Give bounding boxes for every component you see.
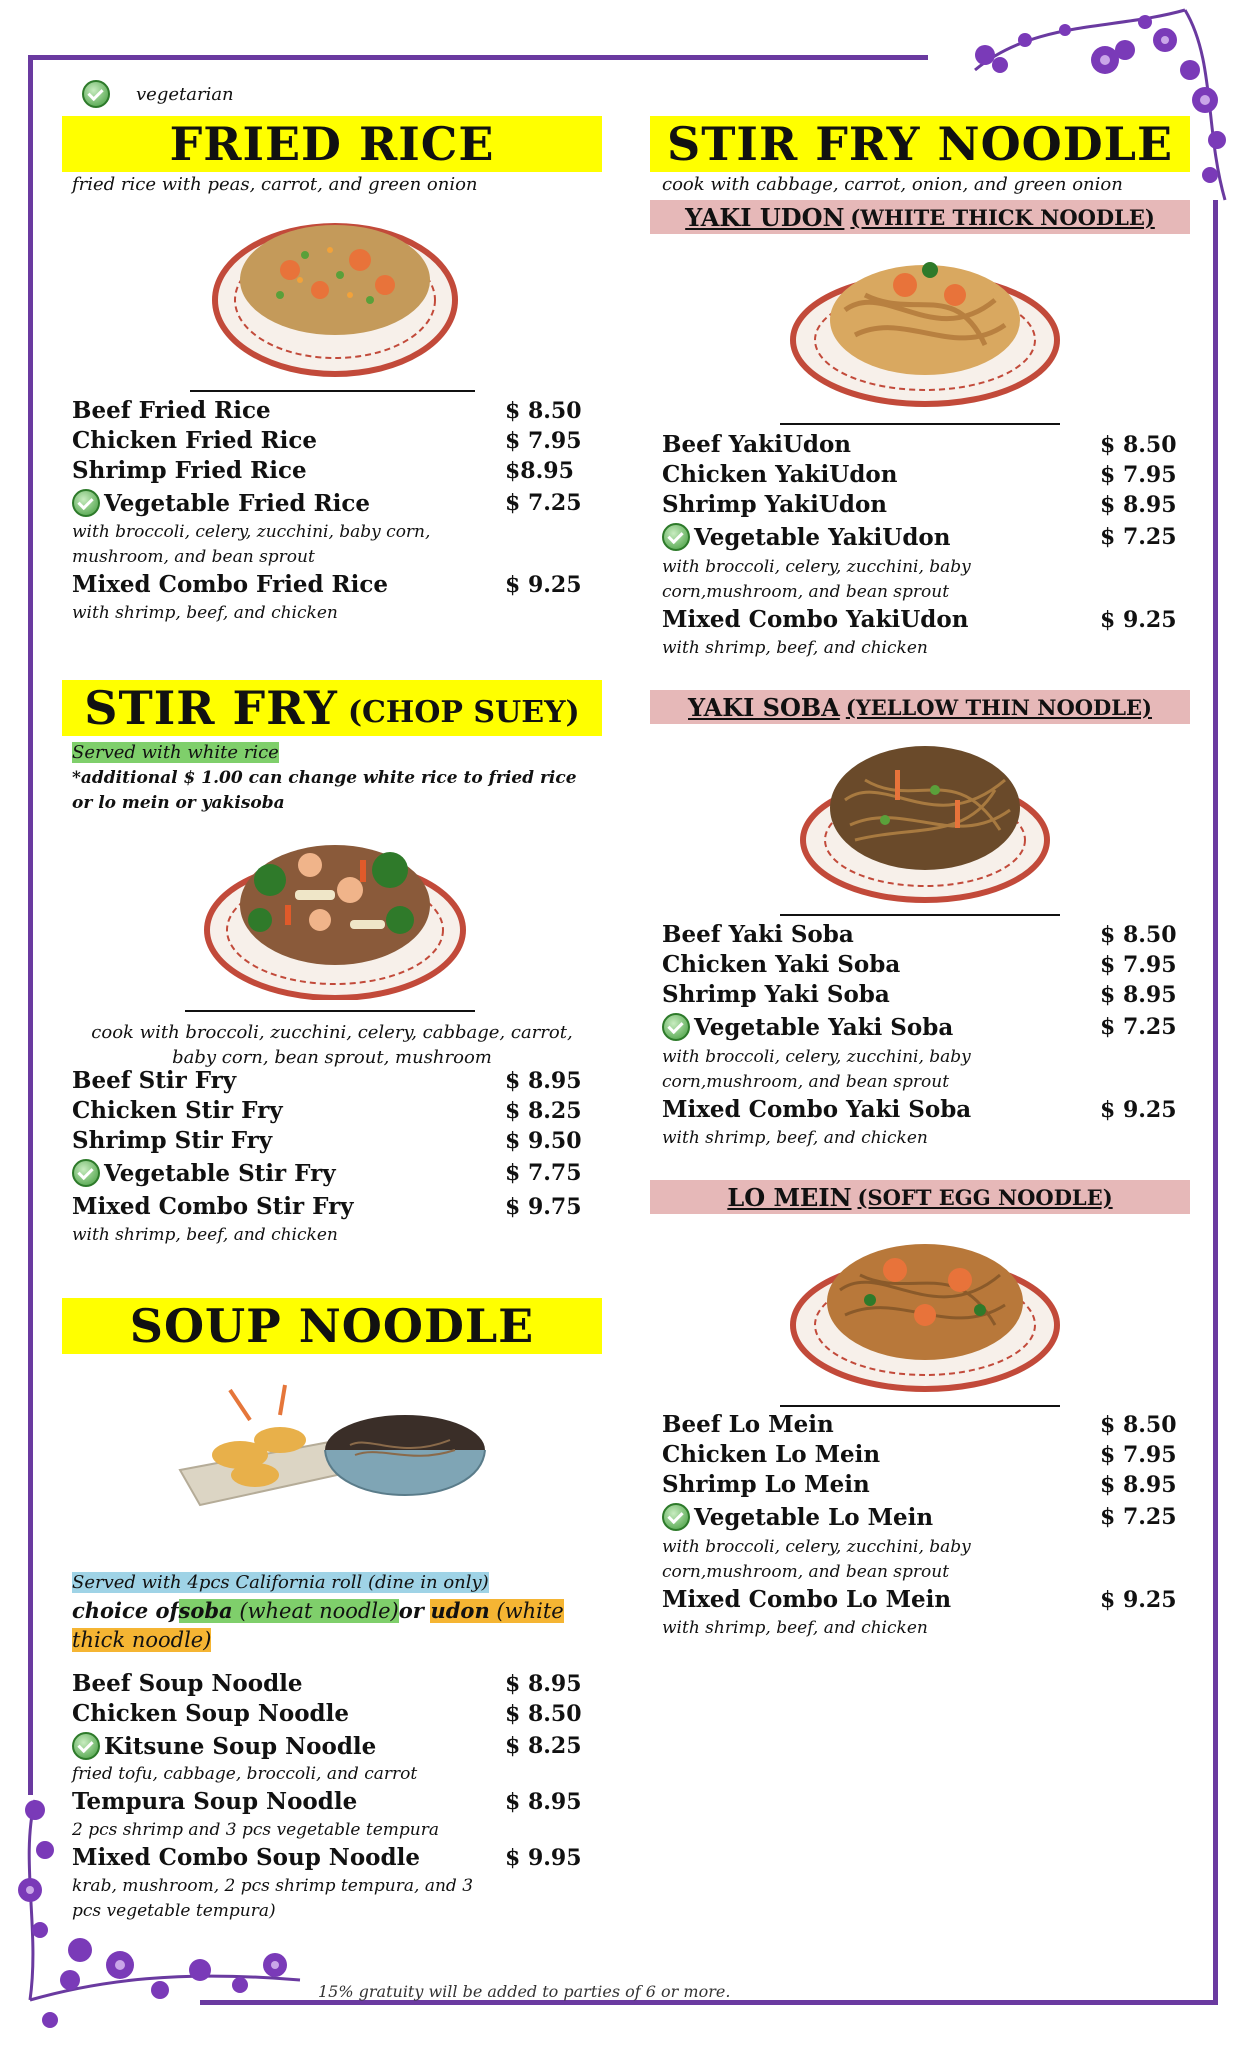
menu-item-name: Chicken YakiUdon bbox=[662, 461, 898, 488]
menu-item-name: Mixed Combo YakiUdon bbox=[662, 606, 969, 633]
stir-fry-divider bbox=[185, 1010, 475, 1012]
menu-item-price: $ 8.50 bbox=[1100, 922, 1177, 948]
menu-item-name: Mixed Combo Stir Fry bbox=[72, 1193, 354, 1220]
yaki-udon-dish-image bbox=[785, 240, 1065, 410]
fried-rice-title: FRIED RICE bbox=[169, 117, 495, 171]
menu-item-note: with shrimp, beef, and chicken bbox=[72, 1225, 338, 1245]
menu-item-name: Beef YakiUdon bbox=[662, 431, 852, 458]
menu-item-price: $ 7.75 bbox=[505, 1160, 582, 1186]
menu-item-price: $ 7.25 bbox=[1100, 1504, 1177, 1530]
menu-item-name: Vegetable Fried Rice bbox=[104, 489, 371, 517]
menu-item-price: $ 8.95 bbox=[1100, 1472, 1177, 1498]
stir-fry-noodle-title: STIR FRY NOODLE bbox=[666, 117, 1174, 171]
yaki-soba-banner bbox=[650, 690, 1190, 724]
lo-mein-dish-image bbox=[785, 1220, 1065, 1395]
menu-item-price: $ 8.50 bbox=[505, 1701, 582, 1727]
menu-item-price: $ 8.95 bbox=[505, 1789, 582, 1815]
stir-fry-title: STIR FRY bbox=[84, 681, 338, 735]
vegetarian-icon bbox=[82, 80, 110, 108]
lo-mein-divider bbox=[780, 1405, 1060, 1407]
fried-rice-description: fried rice with peas, carrot, and green onion bbox=[72, 174, 478, 195]
yaki-udon-title: YAKI UDON bbox=[685, 202, 845, 232]
stir-fry-cook-note: cook with broccoli, zucchini, celery, cabbage, carrot, baby corn, bean sprout, mushroom bbox=[91, 1022, 573, 1068]
menu-item-note: with shrimp, beef, and chicken bbox=[72, 603, 338, 623]
vegetarian-icon bbox=[72, 1732, 100, 1760]
vegetarian-legend-label: vegetarian bbox=[136, 83, 234, 105]
menu-item-vegetable bbox=[72, 1732, 376, 1760]
menu-item-price: $ 9.95 bbox=[505, 1845, 582, 1871]
vegetarian-icon bbox=[662, 1503, 690, 1531]
menu-item-note: with broccoli, celery, zucchini, baby corn,mushroom, and bean sprout bbox=[662, 1537, 971, 1582]
fried-rice-dish-image bbox=[210, 200, 460, 380]
menu-item-vegetable bbox=[662, 1013, 953, 1041]
menu-item-price: $ 9.25 bbox=[1100, 1587, 1177, 1613]
stir-fry-additional: *additional $ 1.00 can change white rice to fried rice or lo mein or yakisoba bbox=[72, 768, 577, 813]
menu-item-price: $ 7.95 bbox=[505, 428, 582, 454]
menu-item-name: Vegetable Stir Fry bbox=[104, 1159, 336, 1187]
yaki-soba-dish-image bbox=[795, 730, 1055, 905]
menu-item-name: Chicken Yaki Soba bbox=[662, 951, 901, 978]
menu-item-name: Shrimp Lo Mein bbox=[662, 1471, 870, 1498]
menu-item-vegetable bbox=[72, 489, 370, 517]
stir-fry-noodle-banner bbox=[650, 116, 1190, 172]
menu-item-name: Tempura Soup Noodle bbox=[72, 1788, 358, 1815]
fried-rice-banner bbox=[62, 116, 602, 172]
menu-item-name: Beef Stir Fry bbox=[72, 1067, 237, 1094]
menu-item-vegetable bbox=[662, 1503, 933, 1531]
vegetarian-legend bbox=[82, 80, 234, 108]
yaki-soba-title: YAKI SOBA bbox=[688, 692, 840, 722]
frame-left-border bbox=[28, 55, 33, 1795]
menu-item-name: Chicken Stir Fry bbox=[72, 1097, 283, 1124]
menu-item-price: $ 9.75 bbox=[505, 1194, 582, 1220]
stir-fry-served: Served with white rice bbox=[72, 742, 279, 763]
menu-item-vegetable bbox=[662, 523, 950, 551]
menu-item-note: with shrimp, beef, and chicken bbox=[662, 1618, 928, 1638]
menu-item-name: Mixed Combo Fried Rice bbox=[72, 571, 389, 598]
menu-item-note: with broccoli, celery, zucchini, baby corn,mushroom, and bean sprout bbox=[662, 557, 971, 602]
menu-item-price: $ 8.95 bbox=[505, 1671, 582, 1697]
menu-item-name: Vegetable Yaki Soba bbox=[694, 1013, 954, 1041]
menu-item-name: Beef Lo Mein bbox=[662, 1411, 834, 1438]
menu-item-price: $ 8.25 bbox=[505, 1098, 582, 1124]
menu-item-name: Vegetable Lo Mein bbox=[694, 1503, 934, 1531]
menu-item-note: with shrimp, beef, and chicken bbox=[662, 1128, 928, 1148]
menu-item-name: Mixed Combo Yaki Soba bbox=[662, 1096, 972, 1123]
frame-top-border bbox=[28, 55, 928, 60]
menu-item-name: Vegetable YakiUdon bbox=[694, 523, 951, 551]
menu-item-price: $ 9.50 bbox=[505, 1128, 582, 1154]
menu-item-name: Mixed Combo Soup Noodle bbox=[72, 1844, 420, 1871]
stir-fry-dish-image bbox=[200, 820, 470, 1000]
menu-item-price: $ 7.25 bbox=[1100, 524, 1177, 550]
menu-item-price: $ 8.95 bbox=[505, 1068, 582, 1094]
menu-item-note: with broccoli, celery, zucchini, baby corn,mushroom, and bean sprout bbox=[662, 1047, 971, 1092]
menu-item-price: $ 8.95 bbox=[1100, 492, 1177, 518]
stir-fry-subtitle: (CHOP SUEY) bbox=[347, 694, 580, 730]
menu-item-name: Beef Fried Rice bbox=[72, 397, 271, 424]
menu-item-note: 2 pcs shrimp and 3 pcs vegetable tempura bbox=[72, 1820, 439, 1840]
vegetarian-icon bbox=[662, 523, 690, 551]
menu-item-name: Shrimp YakiUdon bbox=[662, 491, 888, 518]
menu-item-price: $ 8.25 bbox=[505, 1733, 582, 1759]
menu-item-price: $ 8.50 bbox=[505, 398, 582, 424]
yaki-udon-subtitle: (WHITE THICK NOODLE) bbox=[850, 204, 1155, 230]
soup-noodle-served: Served with 4pcs California roll (dine in only) bbox=[72, 1572, 489, 1593]
menu-item-price: $ 8.50 bbox=[1100, 1412, 1177, 1438]
menu-item-name: Beef Soup Noodle bbox=[72, 1670, 303, 1697]
yaki-udon-divider bbox=[780, 423, 1060, 425]
vegetarian-icon bbox=[72, 1159, 100, 1187]
yaki-udon-banner bbox=[650, 200, 1190, 234]
fried-rice-divider bbox=[190, 390, 475, 392]
menu-item-price: $ 7.95 bbox=[1100, 462, 1177, 488]
lo-mein-subtitle: (SOFT EGG NOODLE) bbox=[857, 1184, 1113, 1210]
menu-item-price: $ 7.25 bbox=[505, 490, 582, 516]
vegetarian-icon bbox=[72, 489, 100, 517]
menu-item-price: $ 7.25 bbox=[1100, 1014, 1177, 1040]
menu-item-price: $8.95 bbox=[505, 458, 574, 484]
yaki-soba-subtitle: (YELLOW THIN NOODLE) bbox=[845, 694, 1152, 720]
menu-item-vegetable bbox=[72, 1159, 336, 1187]
menu-item-name: Shrimp Stir Fry bbox=[72, 1127, 273, 1154]
stir-fry-noodle-description: cook with cabbage, carrot, onion, and green onion bbox=[662, 174, 1123, 195]
menu-item-note: krab, mushroom, 2 pcs shrimp tempura, and 3 pcs vegetable tempura) bbox=[72, 1876, 474, 1921]
menu-item-name: Chicken Soup Noodle bbox=[72, 1700, 349, 1727]
menu-item-name: Kitsune Soup Noodle bbox=[104, 1732, 377, 1760]
stir-fry-banner bbox=[62, 680, 602, 736]
lo-mein-banner bbox=[650, 1180, 1190, 1214]
frame-right-border bbox=[1213, 200, 1218, 2000]
menu-item-price: $ 8.50 bbox=[1100, 432, 1177, 458]
menu-item-price: $ 9.25 bbox=[1100, 1097, 1177, 1123]
soup-noodle-title: SOUP NOODLE bbox=[129, 1299, 535, 1353]
menu-item-price: $ 8.95 bbox=[1100, 982, 1177, 1008]
yaki-soba-divider bbox=[780, 914, 1060, 916]
menu-item-name: Shrimp Yaki Soba bbox=[662, 981, 890, 1008]
menu-item-name: Shrimp Fried Rice bbox=[72, 457, 307, 484]
menu-item-note: with shrimp, beef, and chicken bbox=[662, 638, 928, 658]
menu-item-price: $ 7.95 bbox=[1100, 952, 1177, 978]
lo-mein-title: LO MEIN bbox=[727, 1182, 852, 1212]
soup-noodle-banner bbox=[62, 1298, 602, 1354]
menu-item-price: $ 7.95 bbox=[1100, 1442, 1177, 1468]
gratuity-note: 15% gratuity will be added to parties of 6 or more. bbox=[318, 1982, 731, 2001]
menu-item-name: Beef Yaki Soba bbox=[662, 921, 854, 948]
menu-item-price: $ 9.25 bbox=[1100, 607, 1177, 633]
soup-noodle-choice: choice ofsoba (wheat noodle)or udon (white thick noodle) bbox=[72, 1598, 564, 1652]
menu-item-note: fried tofu, cabbage, broccoli, and carrot bbox=[72, 1764, 418, 1784]
soup-noodle-dish-image bbox=[170, 1380, 490, 1530]
menu-item-name: Mixed Combo Lo Mein bbox=[662, 1586, 952, 1613]
menu-item-price: $ 9.25 bbox=[505, 572, 582, 598]
menu-item-name: Chicken Lo Mein bbox=[662, 1441, 881, 1468]
vegetarian-icon bbox=[662, 1013, 690, 1041]
menu-item-name: Chicken Fried Rice bbox=[72, 427, 318, 454]
menu-item-note: with broccoli, celery, zucchini, baby corn, mushroom, and bean sprout bbox=[72, 522, 431, 567]
